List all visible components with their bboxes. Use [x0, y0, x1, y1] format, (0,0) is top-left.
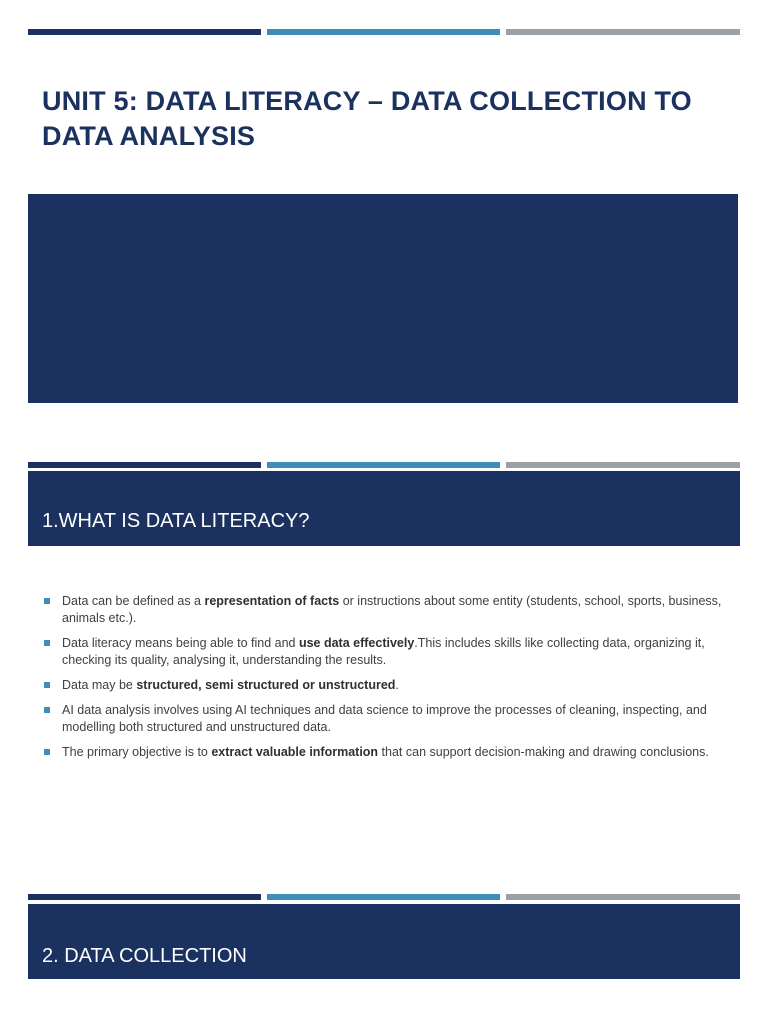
accent-bars-slide-3 [28, 894, 740, 900]
section-header-data-collection [28, 904, 740, 979]
accent-bars-slide-2 [28, 462, 740, 468]
title-color-block [28, 194, 738, 403]
square-bullet-icon [44, 749, 50, 755]
unit-title: UNIT 5: DATA LITERACY – DATA COLLECTION TO DATA ANALYSIS [42, 86, 692, 151]
square-bullet-icon [44, 640, 50, 646]
list-item: Data literacy means being able to find and use data effectively.This includes skills like collecting data, organizing it, checking its quality, analysing it, understanding the results. [42, 635, 732, 669]
list-item: AI data analysis involves using AI techniques and data science to improve the processes of cleaning, inspecting, and modelling both structured and unstructured data. [42, 702, 732, 736]
accent-bar-blue [267, 894, 500, 900]
section-title: 2. DATA COLLECTION [42, 945, 247, 967]
accent-bar-blue [267, 29, 500, 35]
accent-bars-slide-1 [28, 29, 740, 35]
square-bullet-icon [44, 707, 50, 713]
accent-bar-navy [28, 462, 261, 468]
list-item: Data can be defined as a representation of facts or instructions about some entity (students, school, sports, business, animals etc.). [42, 593, 732, 627]
accent-bar-navy [28, 29, 261, 35]
list-item: Data may be structured, semi structured or unstructured. [42, 677, 732, 694]
accent-bar-gray [506, 29, 740, 35]
bullet-list [42, 593, 732, 769]
section-header-data-literacy [28, 471, 740, 546]
accent-bar-gray [506, 462, 740, 468]
section-title: 1.WHAT IS DATA LITERACY? [42, 510, 310, 532]
square-bullet-icon [44, 598, 50, 604]
square-bullet-icon [44, 682, 50, 688]
list-item: The primary objective is to extract valuable information that can support decision-making and drawing conclusions. [42, 744, 732, 761]
accent-bar-navy [28, 894, 261, 900]
accent-bar-blue [267, 462, 500, 468]
accent-bar-gray [506, 894, 740, 900]
